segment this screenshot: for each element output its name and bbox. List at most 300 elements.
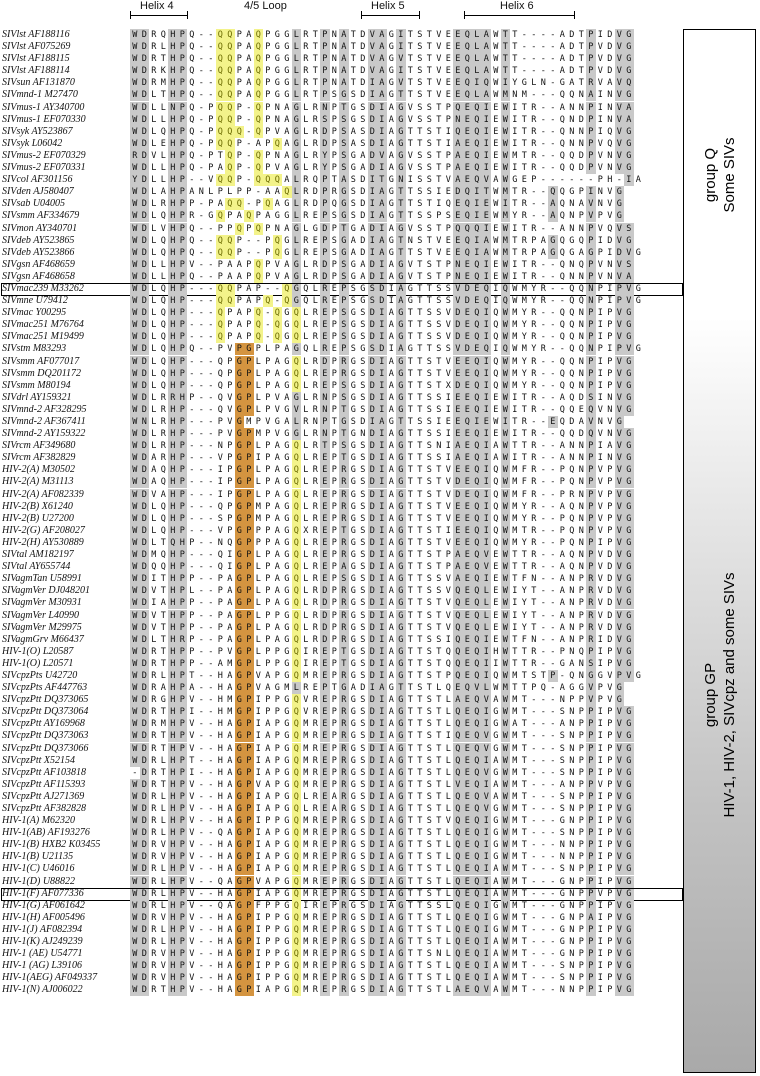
residue: L [160,900,166,911]
residue: I [472,198,482,210]
residue: L [445,900,451,911]
residue: D [140,452,150,464]
residue: W [130,561,140,573]
residue: H [168,416,178,428]
residue: P [178,501,188,513]
residue: D [360,42,366,53]
residue: Q [292,597,302,609]
residue: A [227,973,233,984]
residue: H [168,307,178,319]
residue: Q [472,622,482,634]
residue: - [208,924,214,935]
residue: P [320,198,330,210]
sequence-name: SIVcpzPtt AY169968 [2,718,85,730]
residue: G [274,90,280,101]
residue: H [217,852,223,863]
residue: W [493,211,499,222]
residue: V [189,949,195,960]
residue: - [550,961,556,972]
residue: G [388,90,394,101]
residue: A [493,175,499,186]
residue: - [208,513,214,524]
residue: N [578,670,584,681]
residue: S [426,791,432,802]
residue: - [198,695,204,706]
residue: R [312,332,318,343]
residue: A [388,114,394,125]
residue: E [320,936,330,948]
residue: P [607,658,613,669]
residue: W [130,198,140,210]
residue: A [559,719,565,730]
residue: P [331,695,337,706]
residue: V [597,586,603,597]
residue: E [578,404,584,415]
sequence-residues [130,670,643,682]
residue: A [227,876,233,887]
residue: P [274,949,280,960]
residue: A [453,694,463,706]
residue: Q [569,513,575,524]
residue: T [436,816,442,827]
residue: M [512,368,518,379]
residue: P [244,730,254,742]
residue: - [208,392,214,403]
residue: L [482,682,492,694]
residue: V [597,42,603,53]
residue: H [168,65,178,77]
residue: W [130,694,140,706]
residue: R [521,235,527,246]
residue: T [417,404,423,415]
residue: D [140,404,150,416]
residue: I [472,235,482,247]
residue: P [578,804,584,814]
residue: L [303,356,309,367]
residue: D [368,730,378,742]
residue: I [227,562,233,573]
residue: W [493,417,499,427]
residue: - [550,719,556,730]
residue: - [208,477,214,488]
residue: Q [303,344,309,355]
residue: I [377,948,387,960]
residue: P [331,550,337,561]
residue: - [540,404,546,415]
residue: W [130,464,140,476]
residue: - [198,344,204,355]
residue: P [578,610,584,621]
residue: P [586,452,596,464]
residue: G [396,259,406,271]
residue: P [178,827,188,839]
residue: G [284,356,290,367]
residue: A [548,198,558,210]
residue: Q [151,562,157,573]
residue: A [559,622,565,633]
residue: Q [472,634,482,646]
residue: I [255,961,261,972]
residue: P [597,683,603,694]
residue: H [168,682,178,694]
residue: G [559,658,565,669]
residue: E [453,77,463,89]
residue: I [512,429,518,440]
sequence-residues [130,610,634,622]
residue: A [236,320,242,331]
residue: V [597,489,603,500]
residue: - [531,876,537,887]
residue: E [463,331,473,343]
residue: - [208,417,214,427]
residue: S [426,719,432,730]
residue: I [597,453,603,464]
residue: G [284,900,290,911]
residue: I [377,392,387,404]
residue: G [350,562,356,573]
residue: I [436,187,442,198]
residue: A [377,682,387,694]
residue: Q [472,464,482,476]
alignment-row [0,573,690,585]
residue: T [531,610,537,621]
residue: P [331,465,337,476]
residue: D [607,235,613,246]
residue: P [244,984,254,996]
residue: W [501,791,511,803]
residue: Q [217,828,223,839]
residue: - [521,30,527,40]
residue: - [540,429,546,440]
residue: G [235,513,245,525]
residue: G [396,791,406,803]
residue: - [198,114,204,125]
residue: T [512,187,518,198]
residue: N [559,840,565,851]
residue: Q [292,767,302,779]
sequence-name: SIVmac Y00295 [2,307,67,319]
residue: - [189,332,195,343]
residue: D [368,900,378,912]
residue: G [624,404,634,416]
residue: Q [254,331,264,343]
residue: N [569,223,575,234]
residue: E [472,283,482,295]
sequence-name: SIVmus-1 AY340700 [2,101,85,113]
residue: P [265,114,271,125]
residue: I [388,344,394,355]
residue: - [198,417,204,427]
residue: - [198,804,204,814]
residue: H [217,804,223,814]
residue: T [407,937,413,948]
residue: M [512,707,518,718]
residue: R [339,779,349,791]
residue: V [615,464,625,476]
residue: I [368,210,378,222]
residue: G [235,960,245,972]
residue: R [303,54,309,65]
residue: T [531,586,537,597]
residue: M [512,912,518,923]
residue: A [227,816,233,827]
residue: I [377,670,387,682]
residue: Q [453,936,463,948]
residue: Q [216,29,226,41]
residue: D [320,356,330,368]
residue: - [208,658,214,669]
residue: H [168,343,178,355]
residue: P [227,477,233,488]
residue: - [208,356,214,367]
residue: D [140,440,150,452]
residue: V [189,876,195,887]
residue: P [244,573,254,585]
residue: - [274,296,280,307]
residue: V [453,343,463,355]
residue: - [550,622,556,633]
residue: G [235,682,245,694]
residue: A [559,779,565,790]
residue: V [615,936,625,948]
residue: R [521,211,527,222]
residue: P [331,828,337,839]
residue: P [586,767,596,779]
residue: L [303,453,309,464]
residue: S [436,296,442,307]
residue: D [320,138,330,150]
residue: W [501,150,511,162]
residue: P [178,900,188,912]
residue: T [417,501,423,512]
residue: I [472,186,482,198]
residue: E [453,65,463,77]
residue: R [531,150,537,161]
residue: N [320,392,330,404]
alignment-row [0,186,690,198]
residue: A [540,235,546,246]
residue: R [339,767,349,779]
residue: S [360,380,366,391]
residue: S [360,912,366,923]
residue: L [151,320,157,331]
residue: Y [521,368,527,379]
residue: T [436,695,442,706]
residue: P [178,622,188,634]
residue: V [615,271,625,283]
residue: A [388,562,394,573]
residue: N [569,622,575,633]
residue: G [493,840,499,851]
residue: S [559,755,565,766]
residue: G [284,610,290,621]
residue: P [586,356,596,368]
residue: L [160,163,166,174]
residue: T [407,719,413,730]
residue: R [312,598,318,609]
residue: P [578,852,584,863]
residue: V [586,682,596,694]
residue: W [130,573,140,585]
sequence-name: SIVcpzPtt DQ373063 [2,730,89,742]
residue: P [274,755,280,766]
alignment-row [0,150,690,162]
residue: M [255,513,261,524]
residue: A [388,150,394,161]
residue: - [198,598,204,609]
residue: V [597,779,603,790]
residue: Q [216,235,226,247]
residue: - [198,912,204,923]
residue: P [607,924,613,935]
residue: W [501,537,511,549]
residue: G [624,815,634,827]
residue: P [607,501,613,512]
residue: A [388,924,394,935]
residue: I [377,114,387,126]
residue: P [586,331,596,343]
residue: T [426,90,432,101]
residue: S [559,731,565,742]
residue: R [339,888,349,900]
residue: S [417,163,423,174]
residue: - [550,828,556,839]
residue: - [550,368,556,379]
residue: A [482,29,492,41]
residue: T [417,791,423,802]
residue: N [436,949,442,960]
residue: G [284,888,290,899]
residue: V [445,537,451,548]
residue: T [436,767,442,778]
residue: L [151,344,157,355]
residue: V [597,54,603,65]
residue: T [407,670,413,681]
residue: G [624,89,634,101]
residue: N [312,417,318,427]
residue: S [426,586,432,597]
residue: P [331,332,337,343]
residue: E [320,718,330,730]
residue: Q [463,247,473,259]
residue: E [493,114,499,125]
residue: G [396,803,406,815]
residue: L [303,537,309,548]
residue: H [607,175,613,186]
residue: - [550,598,556,609]
residue: L [445,779,451,790]
residue: R [531,308,537,319]
residue: T [417,126,423,137]
residue: Q [559,90,565,101]
residue: A [274,477,280,488]
residue: - [265,320,271,331]
residue: A [388,634,394,645]
residue: P [265,150,271,161]
residue: E [320,827,330,839]
alignment-row [0,730,690,742]
residue: Q [624,77,634,89]
residue: - [540,864,546,875]
residue: A [377,198,387,210]
residue: P [578,961,584,972]
residue: D [140,307,150,319]
residue: V [482,803,492,815]
residue: I [512,453,518,464]
residue: V [453,779,463,791]
residue: A [388,707,394,718]
alignment-row [0,198,690,210]
residue: N [569,949,575,960]
residue: T [417,562,423,573]
residue: P [615,343,625,355]
residue: P [331,658,337,669]
residue: - [521,54,527,65]
residue: A [453,440,463,452]
residue: Q [189,235,195,246]
residue: P [559,537,565,548]
residue: N [607,114,613,125]
residue: G [493,924,499,935]
residue: E [453,501,463,513]
residue: T [426,199,432,210]
residue: P [559,513,565,524]
residue: G [235,610,245,622]
residue: R [312,102,318,113]
residue: S [339,380,349,392]
residue: P [586,924,596,936]
residue: H [168,718,178,730]
residue: A [559,683,565,694]
residue: E [493,610,499,621]
residue: Q [225,29,235,41]
residue: W [512,344,518,355]
residue: T [417,937,423,948]
residue: E [320,670,330,682]
residue: G [624,743,634,755]
residue: T [521,453,527,464]
residue: - [540,163,546,174]
residue: P [331,719,337,730]
residue: W [493,90,499,101]
residue: L [303,368,309,379]
residue: L [445,695,451,706]
residue: V [227,646,233,657]
residue: L [160,42,166,53]
residue: E [453,464,463,476]
residue: - [531,985,537,996]
residue: M [512,380,518,391]
alignment-row [0,126,690,138]
residue: I [396,41,406,53]
residue: I [493,296,499,307]
residue: G [635,670,641,681]
residue: N [607,404,613,415]
residue: G [350,888,356,899]
residue: - [559,175,565,186]
residue: I [501,198,511,210]
residue: E [463,791,473,803]
residue: Q [559,211,565,222]
residue: N [578,320,584,331]
residue: R [168,392,178,404]
residue: E [463,259,473,271]
residue: G [624,730,634,742]
residue: G [274,42,280,53]
residue: G [493,828,499,839]
residue: E [463,815,473,827]
residue: A [377,29,387,41]
